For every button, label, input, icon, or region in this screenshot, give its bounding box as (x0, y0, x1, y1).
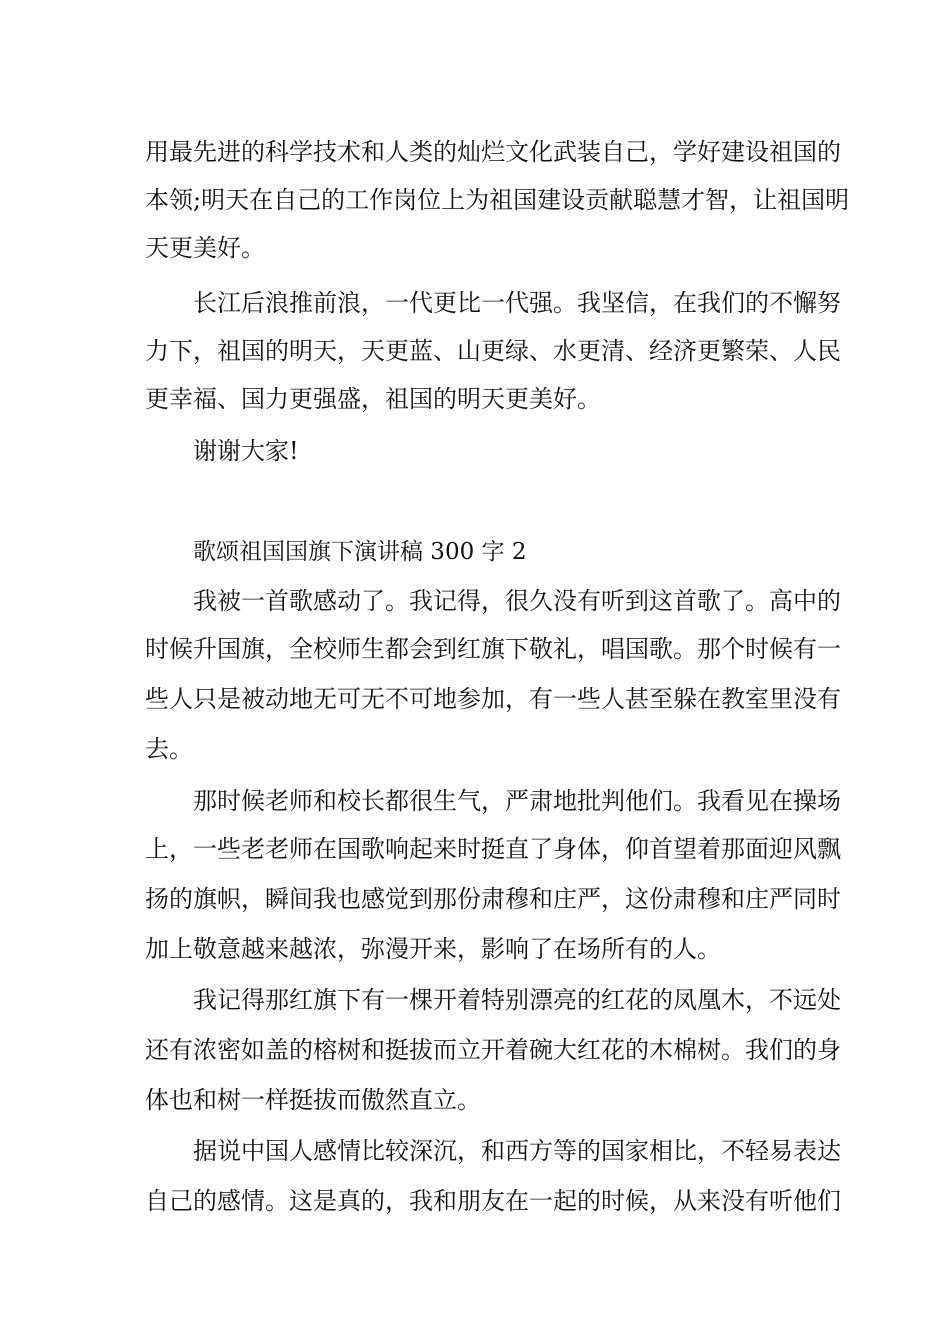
text-line: 更幸福、国力更强盛，祖国的明天更美好。 (145, 385, 601, 413)
text-line: 上，一些老老师在国歌响起来时挺直了身体，仰首望着那面迎风飘 (145, 835, 841, 863)
text-line: 长江后浪推前浪，一代更比一代强。我坚信，在我们的不懈努 (193, 289, 841, 317)
text-line: 那时候老师和校长都很生气，严肃地批判他们。我看见在操场 (193, 787, 841, 815)
text-line: 我被一首歌感动了。我记得，很久没有听到这首歌了。高中的 (193, 587, 841, 615)
text-line: 些人只是被动地无可无不可地参加，有一些人甚至躲在教室里没有 (145, 685, 841, 713)
text-line: 我记得那红旗下有一棵开着特别漂亮的红花的凤凰木，不远处 (193, 986, 841, 1014)
section-heading: 歌颂祖国国旗下演讲稿 300 字 2 (193, 539, 527, 565)
text-line: 体也和树一样挺拔而傲然直立。 (145, 1086, 481, 1114)
text-line: 据说中国人感情比较深沉，和西方等的国家相比，不轻易表达 (193, 1137, 841, 1165)
text-line: 还有浓密如盖的榕树和挺拔而立开着碗大红花的木棉树。我们的身 (145, 1036, 841, 1064)
text-line: 扬的旗帜，瞬间我也感觉到那份肃穆和庄严，这份肃穆和庄严同时 (145, 885, 841, 913)
text-line: 时候升国旗，全校师生都会到红旗下敬礼，唱国歌。那个时候有一 (145, 635, 841, 663)
text-line: 自己的感情。这是真的，我和朋友在一起的时候，从来没有听他们 (145, 1187, 841, 1215)
text-line: 去。 (145, 735, 193, 763)
text-line: 加上敬意越来越浓，弥漫开来，影响了在场所有的人。 (145, 935, 721, 963)
text-line: 用最先进的科学技术和人类的灿烂文化武装自己，学好建设祖国的 (145, 138, 841, 166)
text-line: 谢谢大家! (193, 437, 299, 465)
text-line: 力下，祖国的明天，天更蓝、山更绿、水更清、经济更繁荣、人民 (145, 337, 841, 365)
text-line: 天更美好。 (145, 234, 265, 262)
text-line: 本领;明天在自己的工作岗位上为祖国建设贡献聪慧才智，让祖国明 (145, 186, 850, 214)
